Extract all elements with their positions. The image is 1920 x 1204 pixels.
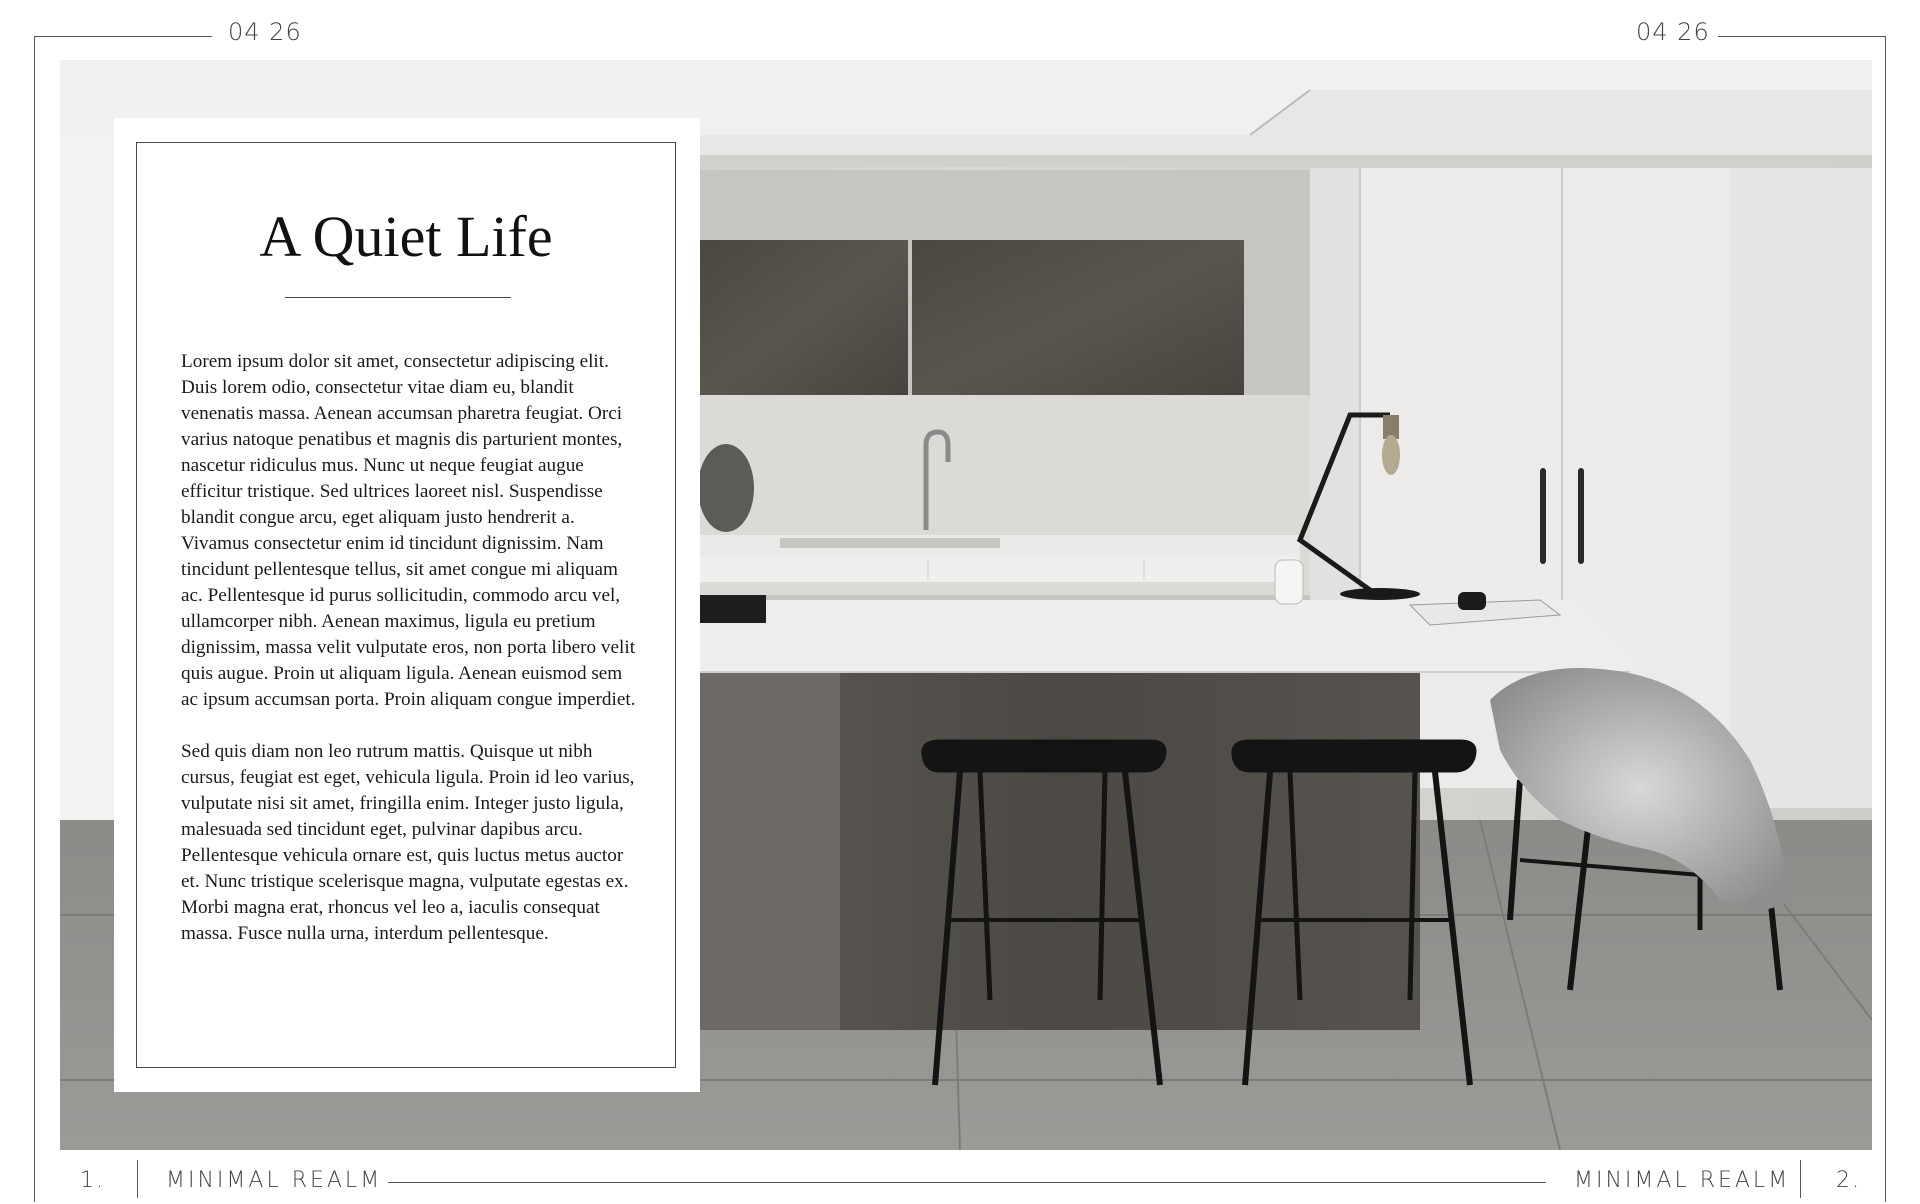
article-card <box>114 118 700 1092</box>
article-title: A Quiet Life <box>259 204 553 269</box>
brand-name-right: MINIMAL REALM <box>1574 1168 1791 1193</box>
article-paragraph: Sed quis diam non leo rutrum mattis. Quisque ut nibh cursus, feugiat est eget, vehicula ligula. Proin id leo varius, vulputate nisi sit amet, fringilla enim. Integer justo ligula, malesuada sed tincidunt eget, pulvinar dapibus arcu. Pellentesque vehicula ornare est, quis luctus metus auctor et. Nunc tristique scelerisque magna, vulputate egestas ex. Morbi magna erat, rhoncus vel leo a, iaculis consequat massa. Fusce nulla urna, interdum pellentesque. <box>181 741 635 944</box>
frame-right-edge <box>1885 36 1886 1202</box>
footer-divider-left <box>137 1160 138 1198</box>
article-body <box>181 349 641 973</box>
frame-left-edge <box>34 36 35 1202</box>
header-rule-left <box>34 36 212 37</box>
page-number-left: 1. <box>80 1168 105 1193</box>
brand-name-left: MINIMAL REALM <box>166 1168 383 1193</box>
footer-rule <box>388 1182 1546 1183</box>
page-number-right: 2. <box>1836 1168 1861 1193</box>
title-divider <box>285 297 511 298</box>
footer-divider-right <box>1800 1160 1801 1198</box>
article-paragraph: Lorem ipsum dolor sit amet, consectetur adipiscing elit. Duis lorem odio, consectetur vitae diam eu, blandit venenatis massa. Aenean accumsan pharetra feugiat. Orci varius natoque penatibus et magnis dis parturient montes, nascetur ridiculus mus. Nunc ut neque feugiat augue efficitur tristique. Sed ultrices laoreet nisl. Suspendisse blandit congue arcu, eget aliquam justo hendrerit a. Vivamus consectetur enim id tincidunt dignissim. Nam tincidunt pellentesque tellus, sit amet congue mi aliquam ac. Pellentesque id purus sollicitudin, commodo arcu vel, ullamcorper nibh. Aenean maximus, ligula eu pretium dignissim, massa velit vulputate eros, non porta libero velit quis augue. Proin ut aliquam ligula. Aenean euismod sem ac ipsum accumsan porta. Proin aliquam congue imperdiet. <box>181 351 636 710</box>
issue-date-left: 04 26 <box>228 18 302 46</box>
issue-date-right: 04 26 <box>1636 18 1710 46</box>
header-rule-right <box>1718 36 1886 37</box>
article-frame <box>136 142 676 1068</box>
